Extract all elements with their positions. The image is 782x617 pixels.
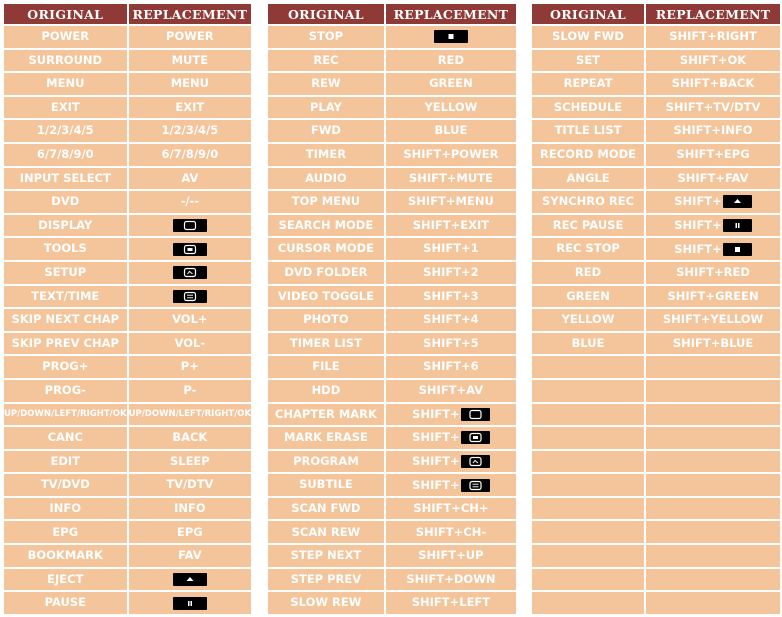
table-row (4, 73, 251, 95)
original-cell: CHAPTER MARK (268, 404, 384, 426)
original-cell: REW (268, 73, 384, 95)
replacement-cell: P- (129, 380, 252, 402)
table-row (532, 286, 780, 308)
table-row (532, 97, 780, 119)
original-cell: SCAN FWD (268, 498, 384, 520)
replacement-cell (646, 427, 780, 449)
table-row (4, 451, 251, 473)
original-cell: VIDEO TOGGLE (268, 286, 384, 308)
table-row (268, 569, 516, 591)
table-row (4, 215, 251, 237)
original-cell (532, 404, 644, 426)
replacement-cell (386, 404, 516, 426)
replacement-cell: SHIFT+GREEN (646, 286, 780, 308)
table-row (268, 498, 516, 520)
replacement-cell: SHIFT+RED (646, 262, 780, 284)
table-row (532, 356, 780, 378)
replacement-label: SHIFT+ (674, 194, 722, 209)
replacement-label: SHIFT+ (412, 453, 460, 468)
original-cell: REPEAT (532, 73, 644, 95)
replacement-cell: SHIFT+EPG (646, 144, 780, 166)
table-row (268, 545, 516, 567)
replacement-cell (386, 26, 516, 48)
table-row (268, 286, 516, 308)
table-row (4, 545, 251, 567)
original-cell: TIMER LIST (268, 333, 384, 355)
replacement-cell: 6/7/8/9/0 (129, 144, 252, 166)
original-cell: 1/2/3/4/5 (4, 120, 127, 142)
table-row (532, 215, 780, 237)
table-row (4, 356, 251, 378)
replacement-cell (646, 191, 780, 213)
table-row (268, 356, 516, 378)
replacement-cell: SHIFT+LEFT (386, 592, 516, 614)
table-row (4, 498, 251, 520)
stop-icon (434, 30, 468, 43)
original-cell: AUDIO (268, 168, 384, 190)
table-header-row (268, 4, 516, 24)
original-cell: FILE (268, 356, 384, 378)
table-row (532, 238, 780, 260)
original-cell: DISPLAY (4, 215, 127, 237)
setup-icon (173, 266, 207, 279)
replacement-cell (646, 569, 780, 591)
table-row (4, 333, 251, 355)
original-cell: MENU (4, 73, 127, 95)
replacement-label: SHIFT+ (412, 477, 460, 492)
replacement-cell (646, 215, 780, 237)
replacement-cell: SHIFT+INFO (646, 120, 780, 142)
table-header-row (4, 4, 251, 24)
replacement-cell: P+ (129, 356, 252, 378)
table-row (532, 73, 780, 95)
original-cell: SLOW FWD (532, 26, 644, 48)
replacement-cell: SHIFT+5 (386, 333, 516, 355)
original-cell: REC (268, 50, 384, 72)
table-row (268, 474, 516, 496)
original-cell: SKIP NEXT CHAP (4, 309, 127, 331)
original-cell: SCAN REW (268, 521, 384, 543)
replacement-cell (129, 592, 252, 614)
original-cell: BOOKMARK (4, 545, 127, 567)
table-row (4, 120, 251, 142)
original-cell: SLOW REW (268, 592, 384, 614)
table-row (4, 191, 251, 213)
table-row (268, 521, 516, 543)
table-row (532, 50, 780, 72)
original-cell: YELLOW (532, 309, 644, 331)
replacement-cell (129, 215, 252, 237)
replacement-cell (646, 404, 780, 426)
original-cell (532, 521, 644, 543)
pause-icon (173, 597, 207, 610)
table-row (4, 427, 251, 449)
replacement-cell: AV (129, 168, 252, 190)
original-cell: PROGRAM (268, 451, 384, 473)
original-cell: CANC (4, 427, 127, 449)
replacement-cell: INFO (129, 498, 252, 520)
table-row (4, 404, 251, 426)
original-cell (532, 569, 644, 591)
original-cell: PHOTO (268, 309, 384, 331)
replacement-cell (386, 451, 516, 473)
original-cell (532, 474, 644, 496)
original-cell: ANGLE (532, 168, 644, 190)
original-cell: SET (532, 50, 644, 72)
table-row (4, 262, 251, 284)
replacement-cell: SHIFT+RIGHT (646, 26, 780, 48)
replacement-label: SHIFT+ (674, 241, 722, 256)
replacement-cell: SHIFT+CH+ (386, 498, 516, 520)
header-original: ORIGINAL (4, 4, 127, 24)
original-cell (532, 380, 644, 402)
table-row (268, 309, 516, 331)
replacement-cell: SHIFT+EXIT (386, 215, 516, 237)
header-original: ORIGINAL (532, 4, 644, 24)
table-row (268, 215, 516, 237)
tools-icon (173, 243, 207, 256)
replacement-cell: SHIFT+OK (646, 50, 780, 72)
table-row (268, 26, 516, 48)
original-cell: EXIT (4, 97, 127, 119)
original-cell: STOP (268, 26, 384, 48)
original-cell (532, 592, 644, 614)
table-row (4, 592, 251, 614)
table-row (268, 120, 516, 142)
table-row (532, 333, 780, 355)
original-cell: TOP MENU (268, 191, 384, 213)
original-cell (532, 427, 644, 449)
original-cell: PLAY (268, 97, 384, 119)
original-cell: GREEN (532, 286, 644, 308)
header-replacement: REPLACEMENT (129, 4, 252, 24)
table-row (268, 427, 516, 449)
original-cell: PROG+ (4, 356, 127, 378)
original-cell: INPUT SELECT (4, 168, 127, 190)
original-cell: STEP PREV (268, 569, 384, 591)
replacement-cell: SHIFT+3 (386, 286, 516, 308)
replacement-cell: SHIFT+MENU (386, 191, 516, 213)
replacement-cell: 1/2/3/4/5 (129, 120, 252, 142)
table-row (4, 168, 251, 190)
table-row (532, 309, 780, 331)
display-icon (173, 219, 207, 232)
table-row (268, 50, 516, 72)
table-row (532, 380, 780, 402)
original-cell: RECORD MODE (532, 144, 644, 166)
replacement-label: SHIFT+ (412, 430, 460, 445)
replacement-cell: UP/DOWN/LEFT/RIGHT/OK (129, 404, 252, 426)
replacement-cell: SHIFT+6 (386, 356, 516, 378)
replacement-cell: SHIFT+BLUE (646, 333, 780, 355)
table-row (532, 120, 780, 142)
table-row (4, 238, 251, 260)
table-row (532, 168, 780, 190)
original-cell: REC STOP (532, 238, 644, 260)
replacement-cell (129, 262, 252, 284)
original-cell: PAUSE (4, 592, 127, 614)
replacement-cell: SHIFT+UP (386, 545, 516, 567)
replacement-cell (386, 427, 516, 449)
table-row (4, 521, 251, 543)
original-cell: SKIP PREV CHAP (4, 333, 127, 355)
table-row (4, 97, 251, 119)
table-row (268, 380, 516, 402)
replacement-cell: EPG (129, 521, 252, 543)
stop-icon (723, 243, 752, 256)
original-cell: DVD FOLDER (268, 262, 384, 284)
original-cell (532, 356, 644, 378)
original-cell: EPG (4, 521, 127, 543)
table-row (532, 144, 780, 166)
replacement-label: SHIFT+ (412, 406, 460, 421)
setup-icon (461, 455, 490, 468)
replacement-cell: -/-- (129, 191, 252, 213)
table-row (268, 262, 516, 284)
original-cell: SURROUND (4, 50, 127, 72)
replacement-cell: GREEN (386, 73, 516, 95)
eject-icon (723, 195, 752, 208)
table-row (532, 26, 780, 48)
text-icon (461, 479, 490, 492)
original-cell: BLUE (532, 333, 644, 355)
replacement-cell (129, 569, 252, 591)
pause-icon (723, 219, 752, 232)
original-cell: RED (532, 262, 644, 284)
table-row (532, 404, 780, 426)
original-cell: UP/DOWN/LEFT/RIGHT/OK (4, 404, 127, 426)
table-row (268, 451, 516, 473)
replacement-cell (646, 498, 780, 520)
replacement-cell (646, 592, 780, 614)
original-cell: STEP NEXT (268, 545, 384, 567)
replacement-cell: SHIFT+TV/DTV (646, 97, 780, 119)
mapping-table-2 (266, 2, 518, 616)
eject-icon (173, 573, 207, 586)
original-cell: TV/DVD (4, 474, 127, 496)
table-row (4, 380, 251, 402)
original-cell: SYNCHRO REC (532, 191, 644, 213)
table-row (268, 97, 516, 119)
original-cell (532, 451, 644, 473)
original-cell (532, 545, 644, 567)
replacement-cell: SHIFT+MUTE (386, 168, 516, 190)
original-cell: EDIT (4, 451, 127, 473)
original-cell: MARK ERASE (268, 427, 384, 449)
original-cell: TOOLS (4, 238, 127, 260)
replacement-cell: SHIFT+2 (386, 262, 516, 284)
table-row (532, 474, 780, 496)
table-row (532, 498, 780, 520)
replacement-cell: SHIFT+1 (386, 238, 516, 260)
table-row (4, 50, 251, 72)
original-cell: 6/7/8/9/0 (4, 144, 127, 166)
replacement-cell: FAV (129, 545, 252, 567)
table-row (268, 404, 516, 426)
replacement-cell: SHIFT+FAV (646, 168, 780, 190)
replacement-cell: SHIFT+AV (386, 380, 516, 402)
replacement-cell: SHIFT+DOWN (386, 569, 516, 591)
table-row (532, 569, 780, 591)
original-cell: SETUP (4, 262, 127, 284)
original-cell: TITLE LIST (532, 120, 644, 142)
display-icon (461, 408, 490, 421)
replacement-cell: BLUE (386, 120, 516, 142)
original-cell: DVD (4, 191, 127, 213)
table-row (268, 144, 516, 166)
header-original: ORIGINAL (268, 4, 384, 24)
original-cell: TIMER (268, 144, 384, 166)
replacement-cell (646, 380, 780, 402)
table-row (268, 191, 516, 213)
replacement-cell: MENU (129, 73, 252, 95)
table-row (532, 262, 780, 284)
mapping-table-3 (530, 2, 782, 616)
replacement-cell (646, 451, 780, 473)
replacement-cell: SHIFT+POWER (386, 144, 516, 166)
replacement-cell: MUTE (129, 50, 252, 72)
replacement-cell: POWER (129, 26, 252, 48)
table-row (4, 309, 251, 331)
original-cell: SEARCH MODE (268, 215, 384, 237)
replacement-label: SHIFT+ (674, 218, 722, 233)
replacement-cell (646, 238, 780, 260)
table-header-row (532, 4, 780, 24)
replacement-cell: EXIT (129, 97, 252, 119)
replacement-cell: SHIFT+4 (386, 309, 516, 331)
tools-icon (461, 431, 490, 444)
original-cell: FWD (268, 120, 384, 142)
replacement-cell (646, 521, 780, 543)
table-row (532, 521, 780, 543)
table-row (532, 592, 780, 614)
replacement-cell: SHIFT+YELLOW (646, 309, 780, 331)
header-replacement: REPLACEMENT (386, 4, 516, 24)
original-cell: REC PAUSE (532, 215, 644, 237)
table-row (268, 238, 516, 260)
original-cell: CURSOR MODE (268, 238, 384, 260)
table-row (532, 427, 780, 449)
original-cell: EJECT (4, 569, 127, 591)
table-row (532, 451, 780, 473)
replacement-cell: VOL+ (129, 309, 252, 331)
replacement-cell: TV/DTV (129, 474, 252, 496)
original-cell: TEXT/TIME (4, 286, 127, 308)
replacement-cell (646, 474, 780, 496)
replacement-cell (129, 286, 252, 308)
table-row (532, 545, 780, 567)
table-row (4, 474, 251, 496)
replacement-cell (646, 545, 780, 567)
original-cell: SCHEDULE (532, 97, 644, 119)
original-cell: POWER (4, 26, 127, 48)
table-row (4, 286, 251, 308)
table-row (4, 144, 251, 166)
table-row (268, 168, 516, 190)
replacement-cell: SHIFT+CH- (386, 521, 516, 543)
original-cell (532, 498, 644, 520)
text-icon (173, 290, 207, 303)
replacement-cell: SHIFT+BACK (646, 73, 780, 95)
table-row (4, 569, 251, 591)
replacement-cell (386, 474, 516, 496)
table-row (532, 191, 780, 213)
replacement-cell (129, 238, 252, 260)
original-cell: PROG- (4, 380, 127, 402)
mapping-table-1 (2, 2, 253, 616)
replacement-cell: YELLOW (386, 97, 516, 119)
table-row (4, 26, 251, 48)
original-cell: INFO (4, 498, 127, 520)
table-row (268, 592, 516, 614)
replacement-cell: VOL- (129, 333, 252, 355)
replacement-cell (646, 356, 780, 378)
table-row (268, 333, 516, 355)
original-cell: SUBTILE (268, 474, 384, 496)
replacement-cell: RED (386, 50, 516, 72)
replacement-cell: SLEEP (129, 451, 252, 473)
table-row (268, 73, 516, 95)
original-cell: HDD (268, 380, 384, 402)
replacement-cell: BACK (129, 427, 252, 449)
header-replacement: REPLACEMENT (646, 4, 780, 24)
